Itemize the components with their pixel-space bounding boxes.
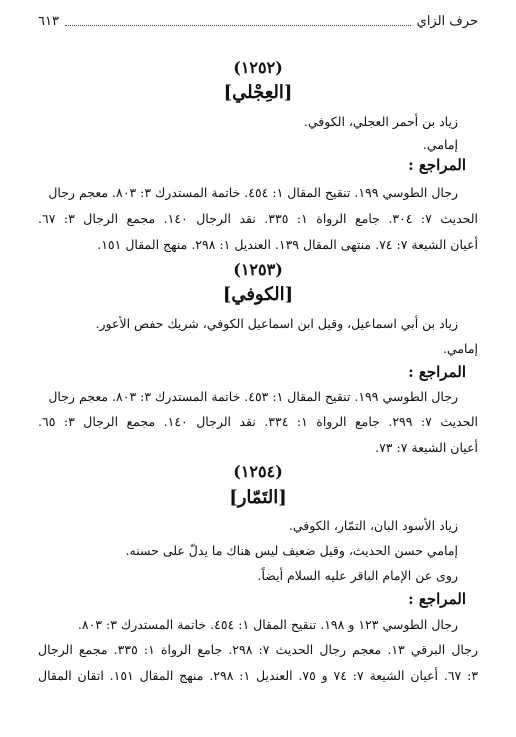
reference-line: ٣: ٦٧. أعيان الشيعة ٧: ٧٤ و ٧٥. العنديل ١: ٢٩٨. منهج المقال ١٥١. اتقان المقال: [38, 668, 479, 683]
entry-text: زياد بن أبي اسماعيل، وقيل ابن اسماعيل الكوفي، شريك حفص الأعور.: [95, 316, 458, 331]
entry-text: زياد الأسود البان، التمّار، الكوفي.: [288, 518, 458, 533]
entry-text: إمامي.: [422, 137, 458, 152]
entry-text: روى عن الإمام الباقر عليه السلام أيضاً.: [257, 568, 458, 583]
references-heading: المراجع :: [408, 156, 466, 174]
reference-line: الحديث ٧: ٢٩٩. جامع الرواة ١: ٣٣٤. نقد الرجال ١٤٠. مجمع الرجال ٣: ٦٥.: [38, 414, 478, 429]
reference-line: أعيان الشيعة ٧: ٧٤. منتهى المقال ١٣٩. العنديل ١: ٢٩٨. منهج المقال ١٥١.: [97, 237, 478, 252]
chapter-title: حرف الزاي: [416, 13, 478, 29]
entry-number: (١٢٥٤): [233, 462, 283, 481]
leader-dots: [65, 16, 411, 26]
reference-line: أعيان الشيعة ٧: ٧٣.: [375, 440, 478, 455]
reference-line: رجال البرقي ١٣. معجم رجال الحديث ٧: ٢٩٨. جامع الرواة ١: ٣٣٥. مجمع الرجال: [38, 642, 479, 657]
reference-line: رجال الطوسي ١٩٩. تنقيح المقال ١: ٤٥٤. خاتمة المستدرك ٣: ٨٠٣. معجم رجال: [48, 185, 458, 200]
references-heading: المراجع :: [408, 363, 466, 381]
entry-title: [الكوفي]: [222, 284, 294, 305]
entry-text: زياد بن أحمر العجلي، الكوفي.: [303, 114, 458, 129]
entry-title: [العِجْلي]: [223, 82, 293, 103]
reference-line: رجال الطوسي ١٢٣ و ١٩٨. تنقيح المقال ١: ٤٥٤. خاتمة المستدرك ٣: ٨٠٣.: [77, 617, 458, 632]
entry-number: (١٢٥٢): [233, 58, 283, 77]
entry-text: إمامي.: [442, 341, 478, 356]
entry-number: (١٢٥٣): [233, 260, 283, 279]
reference-line: الحديث ٧: ٣٠٤. جامع الرواة ١: ٣٣٥. نقد الرجال ١٤٠. مجمع الرجال ٣: ٦٧.: [38, 211, 478, 226]
entry-text: إمامي حسن الحديث، وقيل ضعيف ليس هناك ما يدلّ على حسنه.: [125, 543, 458, 558]
page-number: ٦١٣: [38, 13, 59, 29]
references-heading: المراجع :: [408, 590, 466, 608]
entry-title: [التَمّار]: [229, 487, 287, 508]
page-header: [38, 10, 478, 32]
reference-line: رجال الطوسي ١٩٩. تنقيح المقال ١: ٤٥٣. خاتمة المستدرك ٣: ٨٠٣. معجم رجال: [48, 389, 458, 404]
